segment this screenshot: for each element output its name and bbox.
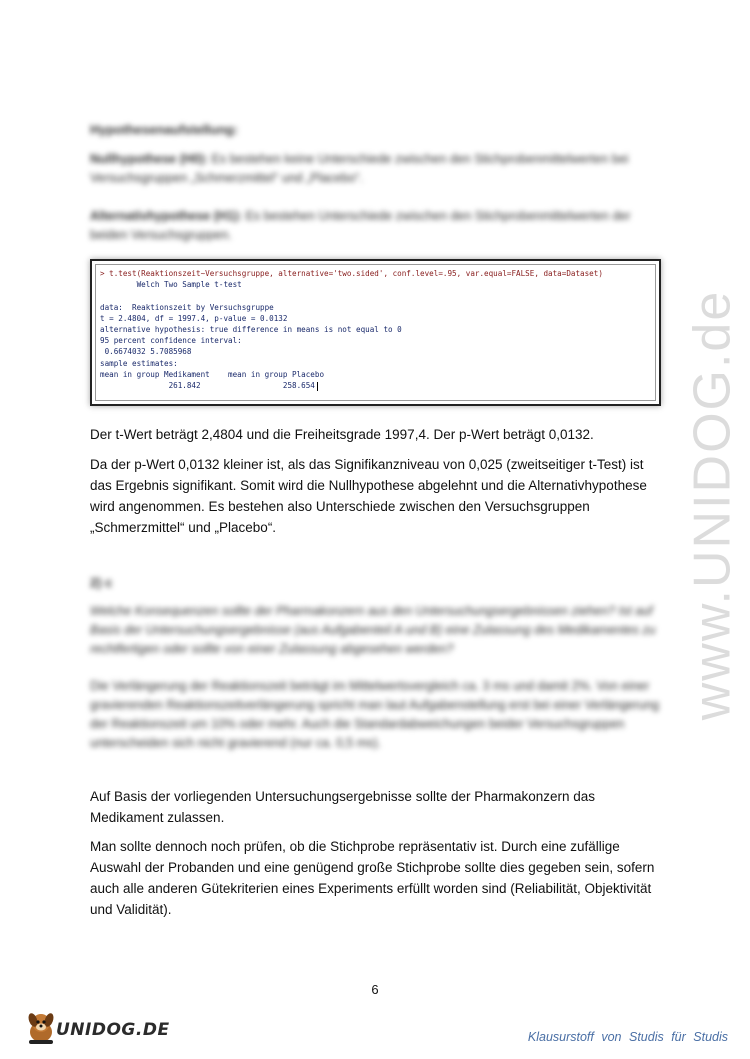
- blurred-answer-paragraph: Die Verlängerung der Reaktionszeit beträgt im Mittelwertsvergleich ca. 3 ms und damit 2%. Von einer gravierenden Reaktionszeitverlängerung spricht man laut Aufgabenstellung erst bei einer Verlängerung der Reaktionszeit um 10% oder mehr. Auch die Standardabweichungen beider Versuchsgruppen unterscheiden sich nicht gravierend (nur ca. 0,5 ms).: [90, 679, 660, 750]
- representativeness-paragraph: Man sollte dennoch noch prüfen, ob die Stichprobe repräsentativ ist. Durch eine zufällige Auswahl der Probanden und eine genügend große Stichprobe sollte dies gegeben sein, sofern auch alle anderen Gütekriterien eines Experiments erfüllt worden sind (Reliabilität, Objektivität und Validität).: [90, 839, 655, 917]
- footer-slogan: Klausurstoff von Studis für Studis: [527, 1030, 728, 1044]
- r-line: mean in group Medikament mean in group Placebo: [100, 369, 325, 379]
- logo-text: UNIDOG.DE: [56, 1020, 170, 1040]
- hypotheses-heading: Hypothesenaufstellung:: [90, 122, 239, 137]
- conclusion-paragraph: Auf Basis der vorliegenden Untersuchungsergebnisse sollte der Pharmakonzern das Medikament zulassen.: [90, 789, 596, 825]
- alternative-hypothesis-label: Alternativhypothese (H1):: [90, 209, 243, 223]
- page-number: 6: [371, 982, 379, 997]
- question-paragraph: Welche Konsequenzen sollte der Pharmakonzern aus den Untersuchungsergebnissen ziehen? Ist auf Basis der Untersuchungsergebnisse (aus Aufgabenteil A und B) eine Zulassung des Medikamentes zu rechtfertigen oder sollte von einer Zulassung abgesehen werden?: [90, 604, 656, 656]
- null-hypothesis-label: Nullhypothese (H0):: [90, 152, 209, 166]
- r-line: t = 2.4804, df = 1997.4, p-value = 0.0132: [100, 313, 288, 323]
- alternative-hypothesis: [90, 207, 660, 245]
- r-command-line: > t.test(Reaktionszeit~Versuchsgruppe, alternative='two.sided', conf.level=.95, var.equal=FALSE, data=Dataset): [100, 269, 603, 278]
- section-heading-2c: 2) c: [90, 575, 113, 590]
- null-hypothesis: [90, 150, 660, 188]
- null-hypothesis-text: Es bestehen keine Unterschiede zwischen den Stichprobenmittelwerten bei Versuchsgruppen „Schmerzmittel“ und „Placebo“.: [90, 152, 629, 185]
- r-line: alternative hypothesis: true difference in means is not equal to 0: [100, 325, 402, 335]
- significance-paragraph: Da der p-Wert 0,0132 kleiner ist, als das Signifikanzniveau von 0,025 (zweitseitiger t-Test) ist das Ergebnis signifikant. Somit wird die Nullhypothese abgelehnt und die Alternativhypothese wird angenommen. Es bestehen also Unterschiede zwischen den Versuchsgruppen „Schmerzmittel“ und „Placebo“.: [90, 457, 647, 535]
- r-line: data: Reaktionszeit by Versuchsgruppe: [100, 302, 274, 312]
- r-line: sample estimates:: [100, 358, 178, 368]
- alternative-hypothesis-text: Es bestehen Unterschiede zwischen den Stichprobenmittelwerten der beiden Versuchsgruppen.: [90, 209, 631, 242]
- r-console-output: [90, 259, 661, 406]
- r-line: 95 percent confidence interval:: [100, 336, 242, 346]
- t-value-paragraph: Der t-Wert beträgt 2,4804 und die Freiheitsgrade 1997,4. Der p-Wert beträgt 0,0132.: [90, 427, 594, 442]
- watermark-text: www.UNIDOG.de: [683, 289, 741, 721]
- unidog-logo[interactable]: [24, 1010, 170, 1050]
- r-line: Welch Two Sample t-test: [100, 280, 242, 290]
- text-cursor: [317, 382, 318, 391]
- r-line: 0.6674032 5.7085968: [100, 347, 192, 357]
- watermark: [682, 270, 742, 740]
- r-line: 261.842 258.654: [100, 381, 315, 391]
- dog-mascot-icon: [24, 1010, 58, 1046]
- r-console-text: [95, 264, 656, 401]
